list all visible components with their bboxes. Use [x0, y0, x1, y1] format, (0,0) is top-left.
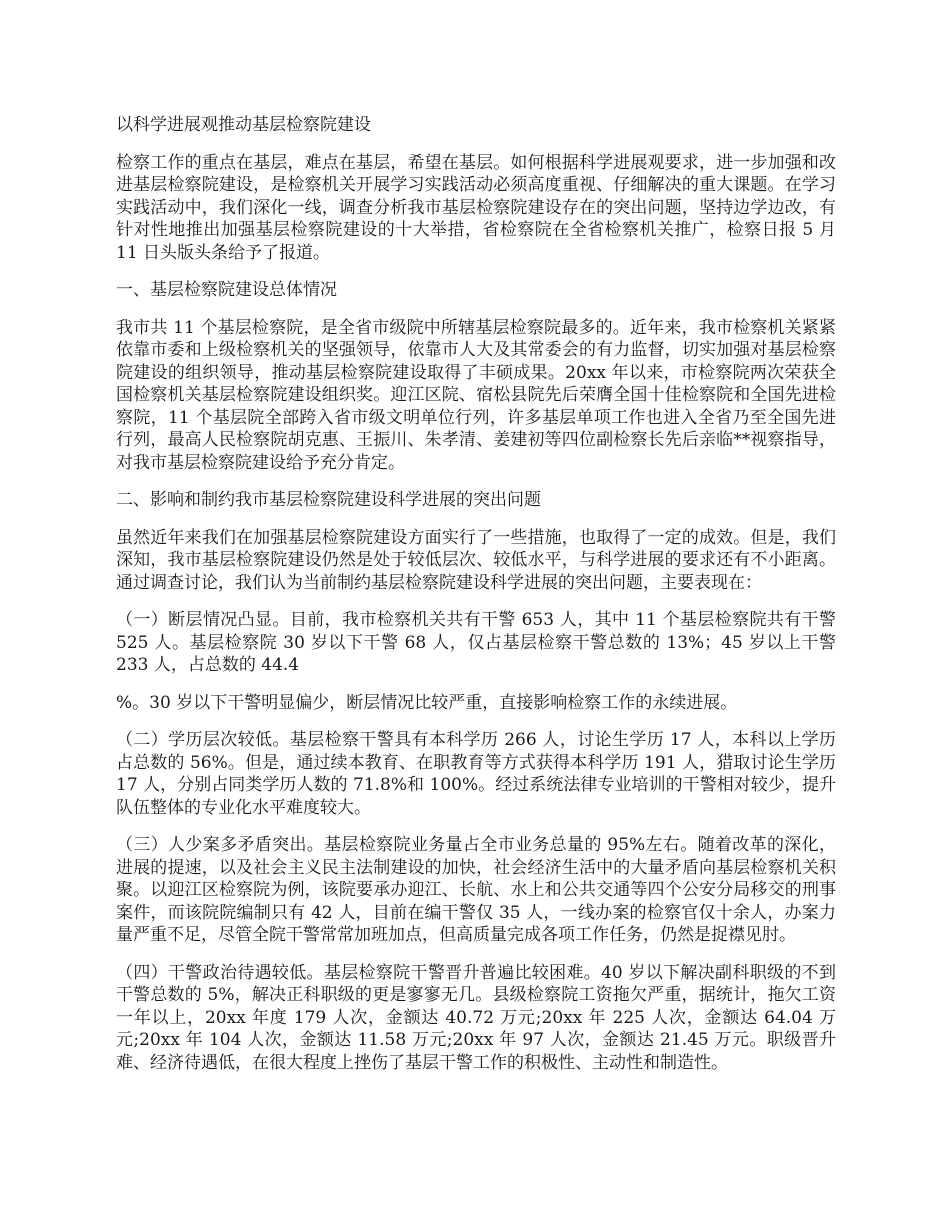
section-1-heading: 一、基层检察院建设总体情况	[116, 280, 337, 300]
section-2-heading: 二、影响和制约我市基层检察院建设科学进展的突出问题	[116, 490, 541, 510]
item-2-paragraph: （二）学历层次较低。基层检察干警具有本科学历 266 人，讨论生学历 17 人，本科以上学历占总数的 56%。但是，通过续本教育、在职教育等方式获得本科学历 191 人，猎取讨论生学历 17 人，分别占同类学历人数的 71.8%和 100%。经过系统法律专业培训的干警相对较少，提升队伍整体的专业化水平难度较大。	[116, 730, 836, 818]
section-1-paragraph: 我市共 11 个基层检察院，是全省市级院中所辖基层检察院最多的。近年来，我市检察机关紧紧依靠市委和上级检察机关的坚强领导，依靠市人大及其常委会的有力监督，切实加强对基层检察院建设的组织领导，推动基层检察院建设取得了丰硕成果。20xx 年以来，市检察院两次荣获全国检察机关基层检察院建设组织奖。迎江区院、宿松县院先后荣膺全国十佳检察院和全国先进检察院，11 个基层院全部跨入省市级文明单位行列，许多基层单项工作也进入全省乃至全国先进行列，最高人民检察院胡克惠、王振川、朱孝清、姜建初等四位副检察长先后亲临**视察指导，对我市基层检察院建设给予充分肯定。	[116, 317, 836, 473]
document-page	[116, 114, 836, 1089]
intro-paragraph: 检察工作的重点在基层，难点在基层，希望在基层。如何根据科学进展观要求，进一步加强和改进基层检察院建设，是检察机关开展学习实践活动必须高度重视、仔细解决的重大课题。在学习实践活动中，我们深化一线，调查分析我市基层检察院建设存在的突出问题，坚持边学边改，有针对性地推出加强基层检察院建设的十大举措，省检察院在全省检察机关推广，检察日报 5 月 11 日头版头条给予了报道。	[116, 152, 836, 263]
item-1-paragraph-part-1: （一）断层情况凸显。目前，我市检察机关共有干警 653 人，其中 11 个基层检察院共有干警 525 人。基层检察院 30 岁以下干警 68 人，仅占基层检察干警总数的 13%；45 岁以上干警 233 人，占总数的 44.4	[116, 610, 836, 675]
item-3-paragraph: （三）人少案多矛盾突出。基层检察院业务量占全市业务总量的 95%左右。随着改革的深化，进展的提速，以及社会主义民主法制建设的加快，社会经济生活中的大量矛盾向基层检察机关积聚。以迎江区检察院为例，该院要承办迎江、长航、水上和公共交通等四个公安分局移交的刑事案件，而该院院编制只有 42 人，目前在编干警仅 35 人，一线办案的检察官仅十余人，办案力量严重不足，尽管全院干警常常加班加点，但高质量完成各项工作任务，仍然是捉襟见肘。	[116, 835, 836, 945]
document-title: 以科学进展观推动基层检察院建设	[116, 115, 371, 135]
item-1-paragraph-part-2: %。30 岁以下干警明显偏少，断层情况比较严重，直接影响检察工作的永续进展。	[116, 692, 738, 713]
item-4-paragraph: （四）干警政治待遇较低。基层检察院干警晋升普遍比较困难。40 岁以下解决副科职级的不到干警总数的 5%，解决正科职级的更是寥寥无几。县级检察院工资拖欠严重，据统计，拖欠工资一年以上，20xx 年度 179 人次，金额达 40.72 万元;20xx 年 225 人次，金额达 64.04 万元;20xx 年 104 人次，金额达 11.58 万元;20xx 年 97 人次，金额达 21.45 万元。职级晋升难、经济待遇低，在很大程度上挫伤了基层干警工作的积极性、主动性和制造性。	[116, 962, 836, 1073]
section-2-intro-paragraph: 虽然近年来我们在加强基层检察院建设方面实行了一些措施，也取得了一定的成效。但是，我们深知，我市基层检察院建设仍然是处于较低层次、较低水平，与科学进展的要求还有不小距离。通过调查讨论，我们认为当前制约基层检察院建设科学进展的突出问题，主要表现在：	[116, 527, 836, 593]
